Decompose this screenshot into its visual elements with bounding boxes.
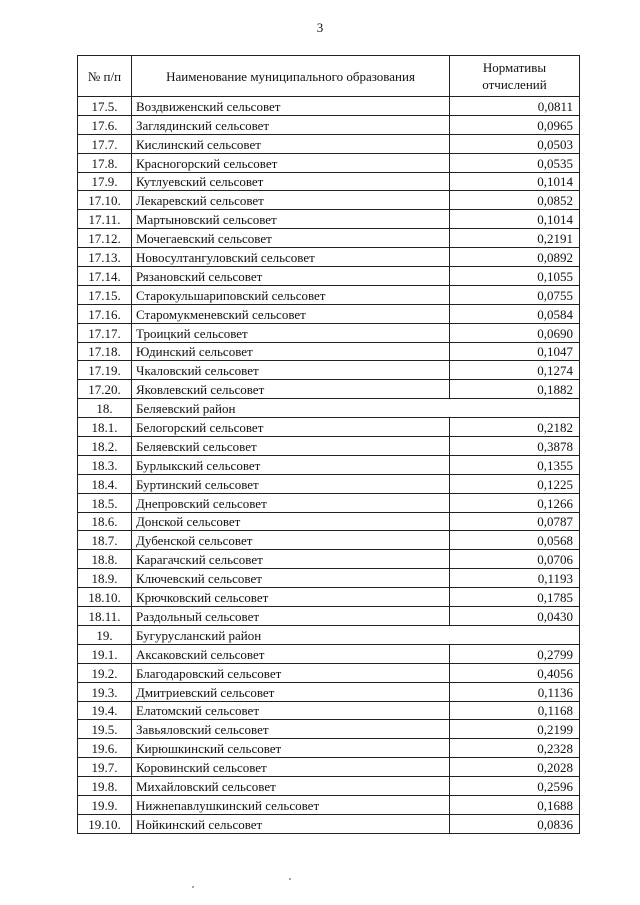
deduction-norm-value: 0,3878 — [450, 437, 580, 456]
municipality-name: Коровинский сельсовет — [132, 758, 450, 777]
municipality-name: Аксаковский сельсовет — [132, 644, 450, 663]
table-row — [78, 380, 580, 399]
municipality-name: Крючковский сельсовет — [132, 588, 450, 607]
municipality-name: Донской сельсовет — [132, 512, 450, 531]
deduction-norm-value: 0,0892 — [450, 248, 580, 267]
municipality-name: Раздольный сельсовет — [132, 607, 450, 626]
deduction-norm-value: 0,2191 — [450, 229, 580, 248]
table-row — [78, 493, 580, 512]
table-row — [78, 531, 580, 550]
table-row — [78, 455, 580, 474]
row-number: 17.7. — [78, 134, 132, 153]
deduction-norm-value: 0,1355 — [450, 455, 580, 474]
municipality-name: Лекаревский сельсовет — [132, 191, 450, 210]
deduction-norm-value: 0,0787 — [450, 512, 580, 531]
row-number: 19.8. — [78, 777, 132, 796]
municipality-name: Рязановский сельсовет — [132, 267, 450, 286]
table-row — [78, 267, 580, 286]
municipality-name: Ключевский сельсовет — [132, 569, 450, 588]
district-row — [78, 399, 580, 418]
row-number: 18.5. — [78, 493, 132, 512]
table-row — [78, 550, 580, 569]
deduction-norm-value: 0,2199 — [450, 720, 580, 739]
row-number: 18.9. — [78, 569, 132, 588]
row-number: 17.8. — [78, 153, 132, 172]
table-row — [78, 720, 580, 739]
row-number: 18. — [78, 399, 132, 418]
table-row — [78, 323, 580, 342]
deduction-norm-value: 0,1047 — [450, 342, 580, 361]
row-number: 18.2. — [78, 437, 132, 456]
row-number: 17.13. — [78, 248, 132, 267]
table-row — [78, 172, 580, 191]
deduction-norm-value: 0,1882 — [450, 380, 580, 399]
table-row — [78, 210, 580, 229]
municipality-name: Воздвиженский сельсовет — [132, 97, 450, 116]
table-row — [78, 512, 580, 531]
deduction-norm-value — [450, 399, 580, 418]
table-header-row — [78, 56, 580, 97]
deduction-norm-value: 0,2596 — [450, 777, 580, 796]
row-number: 17.10. — [78, 191, 132, 210]
municipality-name: Кирюшкинский сельсовет — [132, 739, 450, 758]
row-number: 17.14. — [78, 267, 132, 286]
row-number: 17.6. — [78, 115, 132, 134]
table-row — [78, 97, 580, 116]
row-number: 17.19. — [78, 361, 132, 380]
row-number: 17.12. — [78, 229, 132, 248]
table-row — [78, 814, 580, 833]
table-row — [78, 304, 580, 323]
table-row — [78, 153, 580, 172]
header-deduction-norms: Нормативы отчислений — [450, 56, 580, 97]
scan-speck — [289, 878, 291, 880]
deduction-norm-value: 0,2028 — [450, 758, 580, 777]
deduction-norm-value: 0,0852 — [450, 191, 580, 210]
table-row — [78, 191, 580, 210]
table-row — [78, 701, 580, 720]
table-row — [78, 285, 580, 304]
municipality-name: Беляевский сельсовет — [132, 437, 450, 456]
table-row — [78, 474, 580, 493]
deduction-norm-value: 0,2182 — [450, 418, 580, 437]
deduction-norm-value: 0,1168 — [450, 701, 580, 720]
municipality-name: Дубенской сельсовет — [132, 531, 450, 550]
municipality-name: Бурлыкский сельсовет — [132, 455, 450, 474]
table-row — [78, 607, 580, 626]
municipality-name: Завьяловский сельсовет — [132, 720, 450, 739]
municipality-name: Кутлуевский сельсовет — [132, 172, 450, 191]
row-number: 17.20. — [78, 380, 132, 399]
row-number: 18.7. — [78, 531, 132, 550]
municipality-name: Старокульшариповский сельсовет — [132, 285, 450, 304]
municipality-name: Новосултангуловский сельсовет — [132, 248, 450, 267]
table-row — [78, 777, 580, 796]
row-number: 19.9. — [78, 795, 132, 814]
deduction-norm-value: 0,0584 — [450, 304, 580, 323]
scan-speck — [192, 886, 194, 888]
table-row — [78, 115, 580, 134]
row-number: 18.4. — [78, 474, 132, 493]
deduction-norm-value: 0,0836 — [450, 814, 580, 833]
table-body — [78, 97, 580, 834]
municipality-name: Карагачский сельсовет — [132, 550, 450, 569]
table-row — [78, 795, 580, 814]
deduction-norm-value: 0,1055 — [450, 267, 580, 286]
table-row — [78, 134, 580, 153]
row-number: 18.1. — [78, 418, 132, 437]
deduction-norm-value: 0,1688 — [450, 795, 580, 814]
municipality-name: Чкаловский сельсовет — [132, 361, 450, 380]
municipality-name: Бугурусланский район — [132, 625, 450, 644]
municipality-name: Белогорский сельсовет — [132, 418, 450, 437]
deduction-norm-value: 0,0430 — [450, 607, 580, 626]
municipality-name: Нижнепавлушкинский сельсовет — [132, 795, 450, 814]
table-row — [78, 644, 580, 663]
deduction-norm-value — [450, 625, 580, 644]
row-number: 19.1. — [78, 644, 132, 663]
municipality-name: Елатомский сельсовет — [132, 701, 450, 720]
deduction-norm-value: 0,2328 — [450, 739, 580, 758]
row-number: 18.8. — [78, 550, 132, 569]
row-number: 18.10. — [78, 588, 132, 607]
municipality-name: Заглядинский сельсовет — [132, 115, 450, 134]
header-number: № п/п — [78, 56, 132, 97]
norms-table — [77, 55, 580, 834]
municipality-name: Троицкий сельсовет — [132, 323, 450, 342]
municipality-name: Беляевский район — [132, 399, 450, 418]
deduction-norm-value: 0,1014 — [450, 210, 580, 229]
deduction-norm-value: 0,1274 — [450, 361, 580, 380]
municipality-name: Мочегаевский сельсовет — [132, 229, 450, 248]
deduction-norm-value: 0,1136 — [450, 682, 580, 701]
table-row — [78, 418, 580, 437]
row-number: 19. — [78, 625, 132, 644]
municipality-name: Яковлевский сельсовет — [132, 380, 450, 399]
district-row — [78, 625, 580, 644]
row-number: 17.5. — [78, 97, 132, 116]
deduction-norm-value: 0,1225 — [450, 474, 580, 493]
deduction-norm-value: 0,1014 — [450, 172, 580, 191]
deduction-norm-value: 0,1785 — [450, 588, 580, 607]
row-number: 19.4. — [78, 701, 132, 720]
deduction-norm-value: 0,0690 — [450, 323, 580, 342]
table-row — [78, 758, 580, 777]
row-number: 19.3. — [78, 682, 132, 701]
row-number: 19.6. — [78, 739, 132, 758]
deduction-norm-value: 0,0535 — [450, 153, 580, 172]
municipality-name: Днепровский сельсовет — [132, 493, 450, 512]
header-municipality-name: Наименование муниципального образования — [132, 56, 450, 97]
municipality-name: Юдинский сельсовет — [132, 342, 450, 361]
deduction-norm-value: 0,0811 — [450, 97, 580, 116]
deduction-norm-value: 0,0755 — [450, 285, 580, 304]
table-row — [78, 437, 580, 456]
row-number: 19.5. — [78, 720, 132, 739]
row-number: 17.9. — [78, 172, 132, 191]
table-row — [78, 682, 580, 701]
row-number: 19.10. — [78, 814, 132, 833]
municipality-name: Красногорский сельсовет — [132, 153, 450, 172]
row-number: 17.15. — [78, 285, 132, 304]
municipality-name: Кислинский сельсовет — [132, 134, 450, 153]
deduction-norm-value: 0,0965 — [450, 115, 580, 134]
deduction-norm-value: 0,4056 — [450, 663, 580, 682]
deduction-norm-value: 0,0706 — [450, 550, 580, 569]
table-row — [78, 229, 580, 248]
page-number: 3 — [316, 20, 324, 35]
deduction-norm-value: 0,1193 — [450, 569, 580, 588]
table-row — [78, 569, 580, 588]
row-number: 19.2. — [78, 663, 132, 682]
table-row — [78, 739, 580, 758]
municipality-name: Нойкинский сельсовет — [132, 814, 450, 833]
municipality-name: Буртинский сельсовет — [132, 474, 450, 493]
table-row — [78, 248, 580, 267]
deduction-norm-value: 0,0503 — [450, 134, 580, 153]
row-number: 17.17. — [78, 323, 132, 342]
table-row — [78, 663, 580, 682]
municipality-name: Старомукменевский сельсовет — [132, 304, 450, 323]
row-number: 18.3. — [78, 455, 132, 474]
row-number: 18.11. — [78, 607, 132, 626]
table-row — [78, 588, 580, 607]
municipality-name: Дмитриевский сельсовет — [132, 682, 450, 701]
deduction-norm-value: 0,0568 — [450, 531, 580, 550]
row-number: 18.6. — [78, 512, 132, 531]
table-row — [78, 361, 580, 380]
table-row — [78, 342, 580, 361]
row-number: 17.18. — [78, 342, 132, 361]
row-number: 17.11. — [78, 210, 132, 229]
deduction-norm-value: 0,2799 — [450, 644, 580, 663]
row-number: 19.7. — [78, 758, 132, 777]
municipality-name: Михайловский сельсовет — [132, 777, 450, 796]
deduction-norm-value: 0,1266 — [450, 493, 580, 512]
municipality-name: Благодаровский сельсовет — [132, 663, 450, 682]
municipality-name: Мартыновский сельсовет — [132, 210, 450, 229]
row-number: 17.16. — [78, 304, 132, 323]
